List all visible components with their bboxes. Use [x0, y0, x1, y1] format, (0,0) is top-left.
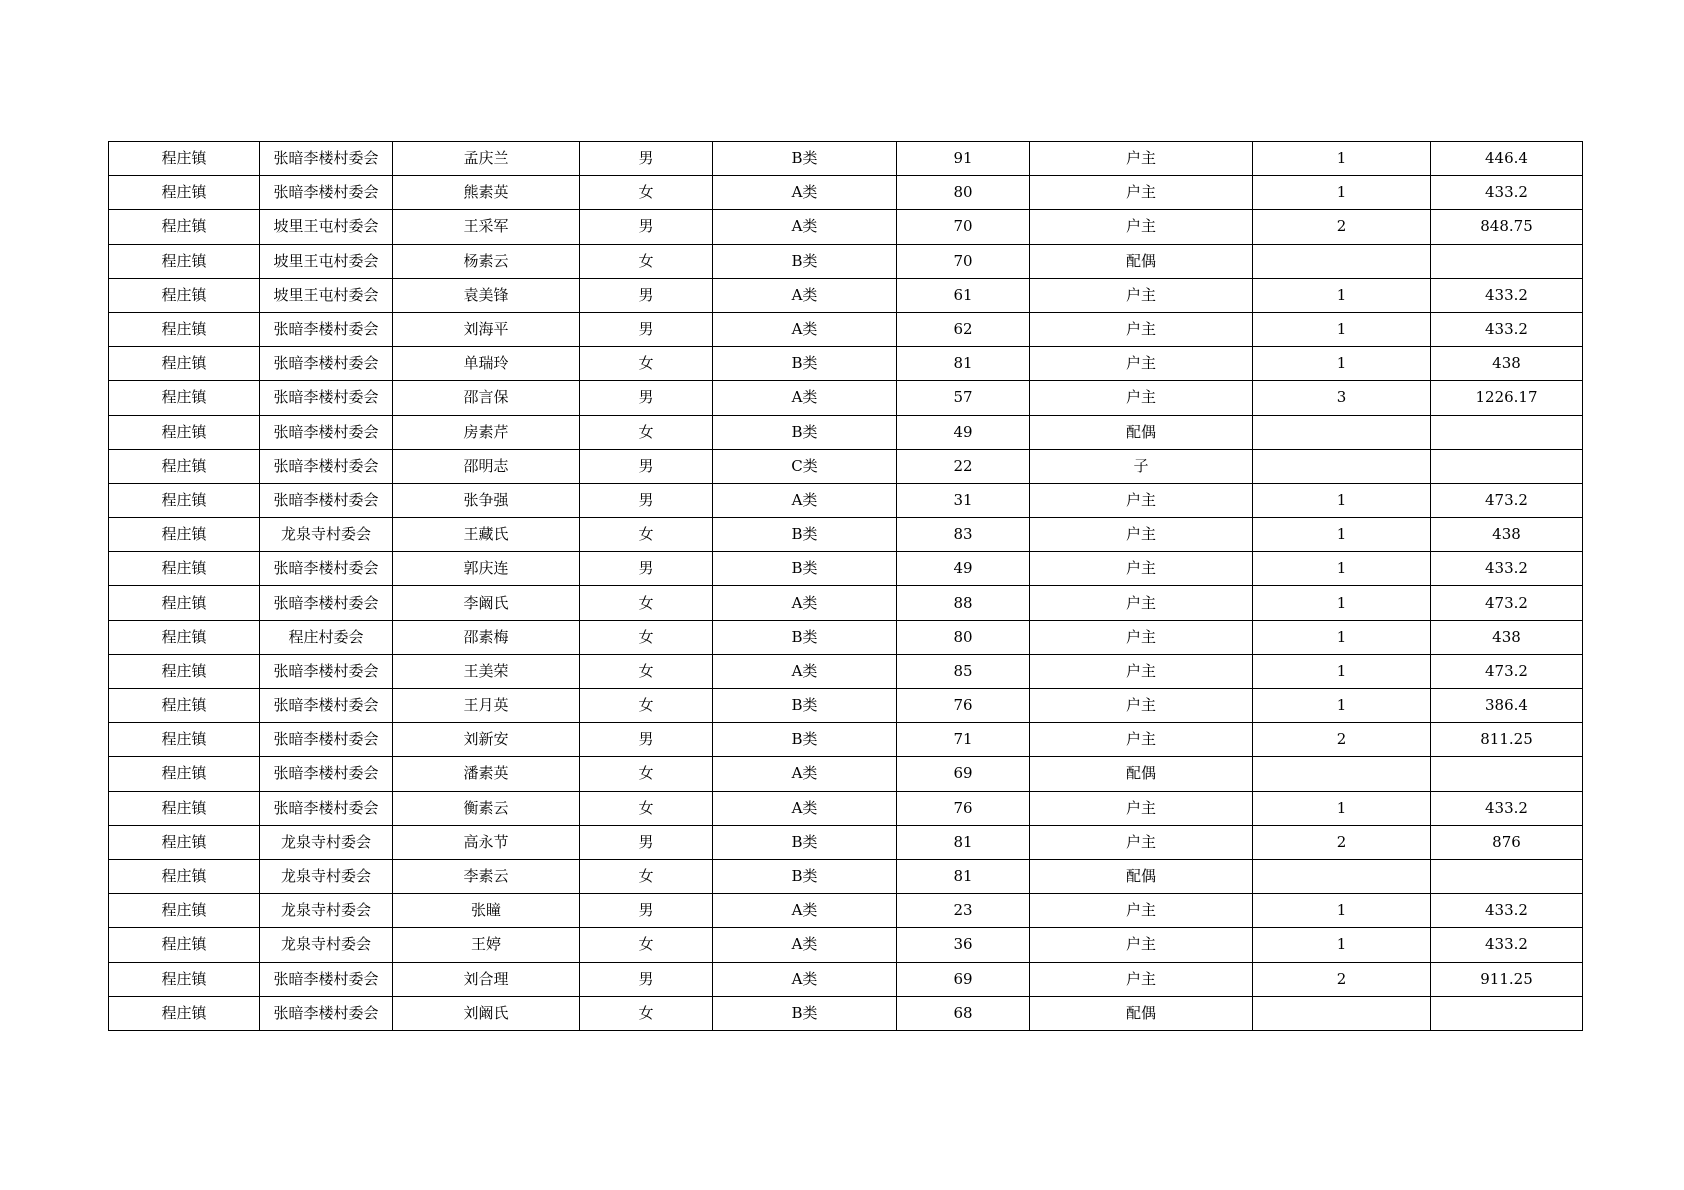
gender-cell: 男: [580, 552, 713, 586]
town-cell: 程庄镇: [109, 483, 260, 517]
table-row: [109, 210, 1583, 244]
household-count-cell: 3: [1253, 381, 1431, 415]
household-count-cell: [1253, 244, 1431, 278]
gender-cell: 男: [580, 312, 713, 346]
category-cell: A类: [713, 176, 897, 210]
amount-cell: 433.2: [1431, 278, 1583, 312]
town-cell: 程庄镇: [109, 962, 260, 996]
gender-cell: 男: [580, 381, 713, 415]
age-cell: 76: [897, 689, 1030, 723]
amount-cell: 811.25: [1431, 723, 1583, 757]
amount-cell: 473.2: [1431, 483, 1583, 517]
town-cell: 程庄镇: [109, 176, 260, 210]
age-cell: 80: [897, 620, 1030, 654]
town-cell: 程庄镇: [109, 757, 260, 791]
name-cell: 刘合理: [393, 962, 580, 996]
village-committee-cell: 张暗李楼村委会: [260, 586, 393, 620]
name-cell: 王美荣: [393, 654, 580, 688]
town-cell: 程庄镇: [109, 244, 260, 278]
amount-cell: 433.2: [1431, 312, 1583, 346]
table-row: [109, 278, 1583, 312]
town-cell: 程庄镇: [109, 518, 260, 552]
age-cell: 62: [897, 312, 1030, 346]
table-row: [109, 415, 1583, 449]
relation-cell: 户主: [1030, 689, 1253, 723]
relation-cell: 户主: [1030, 210, 1253, 244]
town-cell: 程庄镇: [109, 620, 260, 654]
amount-cell: 433.2: [1431, 791, 1583, 825]
amount-cell: [1431, 996, 1583, 1030]
gender-cell: 女: [580, 415, 713, 449]
category-cell: B类: [713, 347, 897, 381]
town-cell: 程庄镇: [109, 449, 260, 483]
village-committee-cell: 程庄村委会: [260, 620, 393, 654]
relation-cell: 户主: [1030, 928, 1253, 962]
name-cell: 张瞳: [393, 894, 580, 928]
amount-cell: 433.2: [1431, 928, 1583, 962]
gender-cell: 男: [580, 142, 713, 176]
gender-cell: 女: [580, 347, 713, 381]
gender-cell: 男: [580, 449, 713, 483]
roster-table: [108, 141, 1583, 1031]
age-cell: 61: [897, 278, 1030, 312]
age-cell: 88: [897, 586, 1030, 620]
table-row: [109, 518, 1583, 552]
table-row: [109, 552, 1583, 586]
household-count-cell: 1: [1253, 278, 1431, 312]
name-cell: 王藏氏: [393, 518, 580, 552]
category-cell: A类: [713, 791, 897, 825]
amount-cell: 911.25: [1431, 962, 1583, 996]
category-cell: A类: [713, 757, 897, 791]
household-count-cell: 2: [1253, 723, 1431, 757]
amount-cell: 876: [1431, 825, 1583, 859]
table-row: [109, 449, 1583, 483]
gender-cell: 男: [580, 278, 713, 312]
table-row: [109, 791, 1583, 825]
gender-cell: 女: [580, 791, 713, 825]
name-cell: 刘海平: [393, 312, 580, 346]
town-cell: 程庄镇: [109, 825, 260, 859]
amount-cell: 848.75: [1431, 210, 1583, 244]
relation-cell: 配偶: [1030, 996, 1253, 1030]
amount-cell: 386.4: [1431, 689, 1583, 723]
name-cell: 孟庆兰: [393, 142, 580, 176]
age-cell: 69: [897, 962, 1030, 996]
category-cell: A类: [713, 210, 897, 244]
table-row: [109, 347, 1583, 381]
table-row: [109, 586, 1583, 620]
town-cell: 程庄镇: [109, 791, 260, 825]
age-cell: 70: [897, 244, 1030, 278]
household-count-cell: 1: [1253, 791, 1431, 825]
village-committee-cell: 坡里王屯村委会: [260, 244, 393, 278]
category-cell: A类: [713, 654, 897, 688]
category-cell: A类: [713, 586, 897, 620]
household-count-cell: 1: [1253, 518, 1431, 552]
household-count-cell: 1: [1253, 894, 1431, 928]
town-cell: 程庄镇: [109, 210, 260, 244]
household-count-cell: 1: [1253, 586, 1431, 620]
table-row: [109, 996, 1583, 1030]
village-committee-cell: 龙泉寺村委会: [260, 825, 393, 859]
name-cell: 杨素云: [393, 244, 580, 278]
village-committee-cell: 张暗李楼村委会: [260, 791, 393, 825]
relation-cell: 户主: [1030, 825, 1253, 859]
table-row: [109, 859, 1583, 893]
relation-cell: 户主: [1030, 278, 1253, 312]
relation-cell: 户主: [1030, 586, 1253, 620]
household-count-cell: [1253, 757, 1431, 791]
name-cell: 王月英: [393, 689, 580, 723]
relation-cell: 户主: [1030, 723, 1253, 757]
village-committee-cell: 张暗李楼村委会: [260, 996, 393, 1030]
village-committee-cell: 张暗李楼村委会: [260, 415, 393, 449]
name-cell: 邵素梅: [393, 620, 580, 654]
name-cell: 高永节: [393, 825, 580, 859]
village-committee-cell: 龙泉寺村委会: [260, 859, 393, 893]
village-committee-cell: 龙泉寺村委会: [260, 894, 393, 928]
category-cell: A类: [713, 381, 897, 415]
village-committee-cell: 张暗李楼村委会: [260, 176, 393, 210]
relation-cell: 配偶: [1030, 244, 1253, 278]
age-cell: 49: [897, 552, 1030, 586]
household-count-cell: 1: [1253, 176, 1431, 210]
name-cell: 邵言保: [393, 381, 580, 415]
amount-cell: [1431, 859, 1583, 893]
table-row: [109, 654, 1583, 688]
name-cell: 张争强: [393, 483, 580, 517]
household-count-cell: 1: [1253, 552, 1431, 586]
relation-cell: 户主: [1030, 381, 1253, 415]
age-cell: 81: [897, 347, 1030, 381]
age-cell: 85: [897, 654, 1030, 688]
town-cell: 程庄镇: [109, 586, 260, 620]
age-cell: 81: [897, 859, 1030, 893]
age-cell: 22: [897, 449, 1030, 483]
amount-cell: [1431, 757, 1583, 791]
relation-cell: 户主: [1030, 894, 1253, 928]
table-body: [109, 142, 1583, 1031]
amount-cell: 473.2: [1431, 586, 1583, 620]
relation-cell: 子: [1030, 449, 1253, 483]
age-cell: 71: [897, 723, 1030, 757]
village-committee-cell: 张暗李楼村委会: [260, 757, 393, 791]
name-cell: 刘阚氏: [393, 996, 580, 1030]
name-cell: 刘新安: [393, 723, 580, 757]
town-cell: 程庄镇: [109, 552, 260, 586]
age-cell: 80: [897, 176, 1030, 210]
category-cell: B类: [713, 689, 897, 723]
name-cell: 王采军: [393, 210, 580, 244]
gender-cell: 女: [580, 996, 713, 1030]
household-count-cell: 2: [1253, 962, 1431, 996]
gender-cell: 女: [580, 620, 713, 654]
relation-cell: 配偶: [1030, 757, 1253, 791]
relation-cell: 户主: [1030, 654, 1253, 688]
household-count-cell: 1: [1253, 928, 1431, 962]
name-cell: 李阚氏: [393, 586, 580, 620]
town-cell: 程庄镇: [109, 894, 260, 928]
gender-cell: 男: [580, 483, 713, 517]
category-cell: C类: [713, 449, 897, 483]
town-cell: 程庄镇: [109, 928, 260, 962]
gender-cell: 男: [580, 894, 713, 928]
amount-cell: 1226.17: [1431, 381, 1583, 415]
household-count-cell: 1: [1253, 654, 1431, 688]
village-committee-cell: 龙泉寺村委会: [260, 928, 393, 962]
household-count-cell: 1: [1253, 483, 1431, 517]
gender-cell: 女: [580, 757, 713, 791]
amount-cell: 433.2: [1431, 894, 1583, 928]
category-cell: A类: [713, 894, 897, 928]
amount-cell: [1431, 449, 1583, 483]
gender-cell: 男: [580, 210, 713, 244]
table-row: [109, 825, 1583, 859]
table-row: [109, 962, 1583, 996]
category-cell: B类: [713, 825, 897, 859]
name-cell: 袁美锋: [393, 278, 580, 312]
category-cell: A类: [713, 962, 897, 996]
town-cell: 程庄镇: [109, 381, 260, 415]
table-row: [109, 381, 1583, 415]
household-count-cell: 2: [1253, 825, 1431, 859]
relation-cell: 户主: [1030, 176, 1253, 210]
gender-cell: 男: [580, 723, 713, 757]
village-committee-cell: 张暗李楼村委会: [260, 689, 393, 723]
amount-cell: 438: [1431, 518, 1583, 552]
village-committee-cell: 张暗李楼村委会: [260, 312, 393, 346]
category-cell: B类: [713, 620, 897, 654]
age-cell: 81: [897, 825, 1030, 859]
table-row: [109, 142, 1583, 176]
household-count-cell: [1253, 415, 1431, 449]
town-cell: 程庄镇: [109, 689, 260, 723]
name-cell: 李素云: [393, 859, 580, 893]
category-cell: B类: [713, 142, 897, 176]
household-count-cell: 1: [1253, 347, 1431, 381]
gender-cell: 女: [580, 654, 713, 688]
relation-cell: 户主: [1030, 347, 1253, 381]
age-cell: 31: [897, 483, 1030, 517]
category-cell: A类: [713, 312, 897, 346]
village-committee-cell: 坡里王屯村委会: [260, 278, 393, 312]
table-row: [109, 483, 1583, 517]
household-count-cell: 1: [1253, 312, 1431, 346]
age-cell: 23: [897, 894, 1030, 928]
gender-cell: 男: [580, 825, 713, 859]
category-cell: A类: [713, 928, 897, 962]
age-cell: 49: [897, 415, 1030, 449]
amount-cell: 433.2: [1431, 176, 1583, 210]
age-cell: 76: [897, 791, 1030, 825]
table-row: [109, 689, 1583, 723]
relation-cell: 户主: [1030, 620, 1253, 654]
age-cell: 70: [897, 210, 1030, 244]
name-cell: 衡素云: [393, 791, 580, 825]
amount-cell: 438: [1431, 347, 1583, 381]
relation-cell: 配偶: [1030, 415, 1253, 449]
gender-cell: 女: [580, 859, 713, 893]
gender-cell: 女: [580, 689, 713, 723]
name-cell: 熊素英: [393, 176, 580, 210]
village-committee-cell: 张暗李楼村委会: [260, 347, 393, 381]
relation-cell: 配偶: [1030, 859, 1253, 893]
category-cell: B类: [713, 859, 897, 893]
town-cell: 程庄镇: [109, 654, 260, 688]
relation-cell: 户主: [1030, 483, 1253, 517]
household-count-cell: [1253, 859, 1431, 893]
household-count-cell: 1: [1253, 689, 1431, 723]
household-count-cell: 2: [1253, 210, 1431, 244]
town-cell: 程庄镇: [109, 996, 260, 1030]
town-cell: 程庄镇: [109, 859, 260, 893]
category-cell: B类: [713, 996, 897, 1030]
relation-cell: 户主: [1030, 142, 1253, 176]
town-cell: 程庄镇: [109, 142, 260, 176]
table-row: [109, 312, 1583, 346]
name-cell: 潘素英: [393, 757, 580, 791]
category-cell: A类: [713, 483, 897, 517]
gender-cell: 女: [580, 518, 713, 552]
household-count-cell: [1253, 449, 1431, 483]
age-cell: 57: [897, 381, 1030, 415]
relation-cell: 户主: [1030, 552, 1253, 586]
village-committee-cell: 张暗李楼村委会: [260, 962, 393, 996]
name-cell: 郭庆连: [393, 552, 580, 586]
relation-cell: 户主: [1030, 312, 1253, 346]
household-count-cell: 1: [1253, 142, 1431, 176]
category-cell: B类: [713, 415, 897, 449]
town-cell: 程庄镇: [109, 347, 260, 381]
town-cell: 程庄镇: [109, 312, 260, 346]
town-cell: 程庄镇: [109, 415, 260, 449]
name-cell: 房素芹: [393, 415, 580, 449]
amount-cell: [1431, 244, 1583, 278]
amount-cell: 438: [1431, 620, 1583, 654]
village-committee-cell: 龙泉寺村委会: [260, 518, 393, 552]
town-cell: 程庄镇: [109, 278, 260, 312]
relation-cell: 户主: [1030, 518, 1253, 552]
village-committee-cell: 张暗李楼村委会: [260, 552, 393, 586]
gender-cell: 男: [580, 962, 713, 996]
table-row: [109, 176, 1583, 210]
table-row: [109, 757, 1583, 791]
gender-cell: 女: [580, 176, 713, 210]
category-cell: B类: [713, 244, 897, 278]
name-cell: 邵明志: [393, 449, 580, 483]
age-cell: 69: [897, 757, 1030, 791]
category-cell: A类: [713, 278, 897, 312]
amount-cell: [1431, 415, 1583, 449]
amount-cell: 433.2: [1431, 552, 1583, 586]
category-cell: B类: [713, 552, 897, 586]
town-cell: 程庄镇: [109, 723, 260, 757]
household-count-cell: 1: [1253, 620, 1431, 654]
amount-cell: 446.4: [1431, 142, 1583, 176]
name-cell: 王婷: [393, 928, 580, 962]
village-committee-cell: 坡里王屯村委会: [260, 210, 393, 244]
table-row: [109, 723, 1583, 757]
village-committee-cell: 张暗李楼村委会: [260, 381, 393, 415]
gender-cell: 女: [580, 928, 713, 962]
gender-cell: 女: [580, 244, 713, 278]
age-cell: 91: [897, 142, 1030, 176]
age-cell: 68: [897, 996, 1030, 1030]
village-committee-cell: 张暗李楼村委会: [260, 142, 393, 176]
village-committee-cell: 张暗李楼村委会: [260, 723, 393, 757]
table-row: [109, 928, 1583, 962]
relation-cell: 户主: [1030, 962, 1253, 996]
category-cell: B类: [713, 518, 897, 552]
village-committee-cell: 张暗李楼村委会: [260, 449, 393, 483]
village-committee-cell: 张暗李楼村委会: [260, 483, 393, 517]
table-row: [109, 894, 1583, 928]
document-page: [108, 141, 1582, 1031]
amount-cell: 473.2: [1431, 654, 1583, 688]
table-row: [109, 244, 1583, 278]
category-cell: B类: [713, 723, 897, 757]
relation-cell: 户主: [1030, 791, 1253, 825]
name-cell: 单瑞玲: [393, 347, 580, 381]
village-committee-cell: 张暗李楼村委会: [260, 654, 393, 688]
age-cell: 36: [897, 928, 1030, 962]
gender-cell: 女: [580, 586, 713, 620]
age-cell: 83: [897, 518, 1030, 552]
table-row: [109, 620, 1583, 654]
household-count-cell: [1253, 996, 1431, 1030]
